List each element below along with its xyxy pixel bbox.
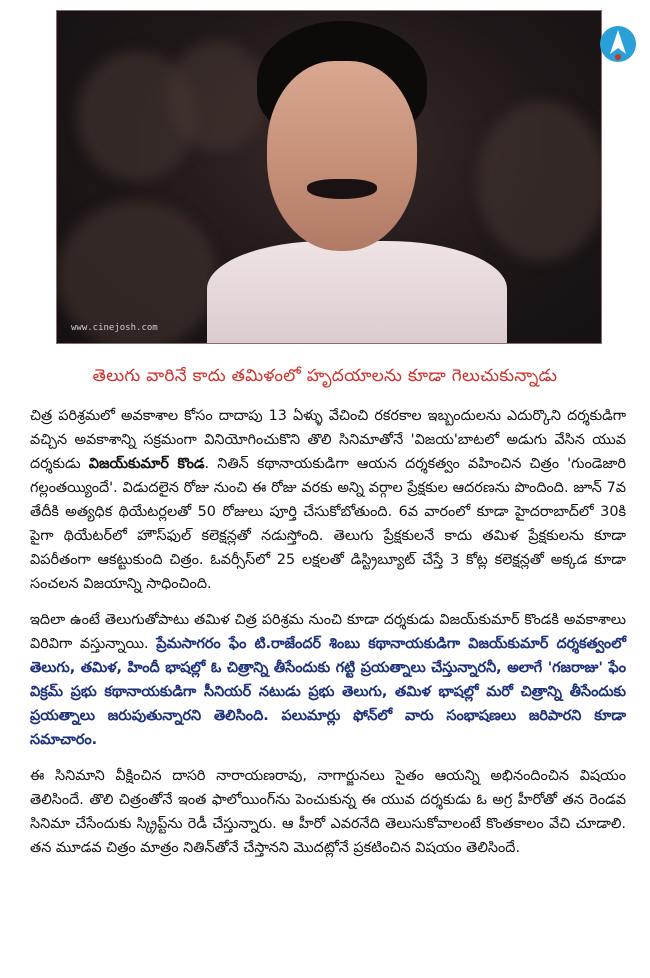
article-photo [56,10,602,344]
photo-watermark: www.cinejosh.com [71,323,158,333]
background-person [477,101,602,261]
shirt [207,241,507,344]
headline: తెలుగు వారినే కాదు తమిళంలో హృదయాలను కూడా గెలుచుకున్నాడు [92,366,558,386]
paragraph-1-text-b: . నితిన్ కథానాయకుడిగా ఆయన దర్శకత్వం వహించిన చిత్రం 'గుండెజారి గల్లంతయ్యిందే'. విడుదలైన రోజు నుంచి ఈ రోజు వరకు అన్ని వర్గాల ప్రేక్షకుల ఆదరణను పొందింది. జూన్ 7వ తేదీకి అత్యధిక థియేటర్లలతో 50 రోజులు పూర్తి చేసుకోబోతుంది. 6వ వారంలో కూడా హైదరాబాద్‌లో 30కి పైగా థియేటర్‌లో హౌస్‌ఫుల్ కలెక్షన్లతో నడుస్తోంది. తెలుగు ప్రేక్షకులనే కాదు తమిళ ప్రేక్షకులను కూడా విపరీతంగా ఆకట్టుకుంది చిత్రం. ఓవర్సీస్‌లో 25 లక్షలతో డిస్ట్రిబ్యూట్ చేస్తే 3 కోట్ల కలెక్షన్లతో అక్కడ కూడా సంచలన విజయాన్ని సాధించింది. [30,456,626,592]
director-name: విజయ్‌కుమార్ కొండ [88,456,205,472]
paragraph-3: ఈ సినిమాని వీక్షించిన దాసరి నారాయణరావు, నాగార్జునలు సైతం ఆయన్ని అభినందించిన విషయం తెలిసిందే. తొలి చిత్రంతోనే ఇంత ఫాలోయింగ్‌ను పెంచుకున్న ఈ యువ దర్శకుడు ఓ అగ్ర హీరోతో తన రెండవ సినిమా చేసేందుకు స్క్రిప్ట్‌ను రెడీ చేస్తున్నారు. ఆ హీరో ఎవరనేది తెలుసుకోవాలంటే కొంతకాలం వేచి చూడాలి. తన మూడవ చిత్రం మాత్రం నితిన్‌తోనే చేస్తానని మొదట్లోనే ప్రకటించిన విషయం తెలిసిందే. [30,768,626,856]
paragraph-2-highlight: ప్రేమసాగరం ఫేం టి.రాజేందర్ శింబు కథానాయకుడిగా విజయ్‌కుమార్ దర్శకత్వంలో తెలుగు, తమిళ, హిందీ భాషల్లో ఓ చిత్రాన్ని తీసేందుకు గట్టి ప్రయత్నాలు చేస్తున్నారనీ, అలాగే 'గజరాజు' ఫేం విక్రమ్ ప్రభు కథానాయకుడిగా సీనియర్ నటుడు ప్రభు తెలుగు, తమిళ భాషల్లో మరో చిత్రాన్ని తీసేందుకు ప్రయత్నాలు జరుపుతున్నారని తెలిసింది. పలుమార్లు ఫోన్‌లో వారు సంభాషణలు జరిపారని కూడా సమాచారం. [30,636,627,748]
mustache [307,179,377,199]
paragraph-2 [30,608,626,752]
background-person [167,41,267,151]
face [267,61,417,251]
paragraph-2-text: ఇదిలా ఉంటే తెలుగుతోపాటు తమిళ చిత్ర పరిశ్రమ నుంచి కూడా దర్శకుడు విజయ్‌కుమార్ కొండకి అవకాశాలు విరివిగా వస్తున్నాయి. [30,612,626,652]
cinejosh-logo-icon [598,24,638,64]
article-body [30,404,626,872]
paragraph-1 [30,404,626,596]
paragraph-1-text-a: చిత్ర పరిశ్రమలో అవకాశాల కోసం దాదాపు 13 ఏళ్ళు వేచించి రకరకాల ఇబ్బందులను ఎదుర్కొని దర్శకుడిగా వచ్చిన అవకాశాన్ని సక్రమంగా వినియోగించుకొని తొలి సినిమాతోనే 'విజయ'బాటలో అడుగు వేసిన యువ దర్శకుడు [30,408,626,472]
